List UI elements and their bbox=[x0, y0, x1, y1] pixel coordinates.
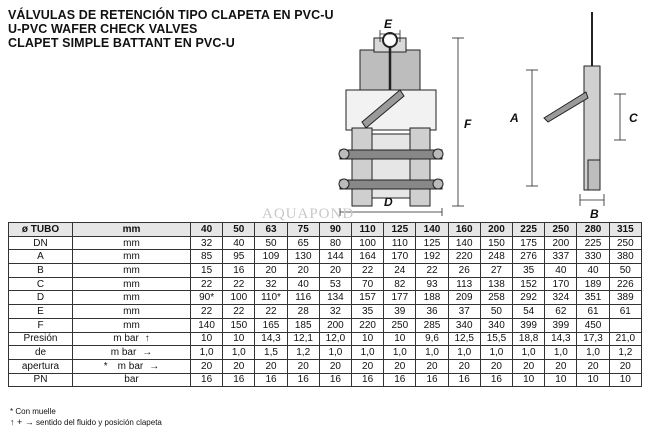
dimension-rows bbox=[9, 236, 642, 332]
table-cell: 10 bbox=[513, 373, 545, 387]
table-cell: 226 bbox=[609, 277, 641, 291]
table-cell: 170 bbox=[384, 250, 416, 264]
table-cell: 1,0 bbox=[384, 346, 416, 360]
table-cell: 15,5 bbox=[480, 332, 512, 346]
table-cell: 16 bbox=[384, 373, 416, 387]
table-cell: 152 bbox=[513, 277, 545, 291]
table-cell: 380 bbox=[609, 250, 641, 264]
table-cell: 1,2 bbox=[287, 346, 319, 360]
row-label: B bbox=[9, 264, 73, 278]
table-cell: 16 bbox=[287, 373, 319, 387]
row-label: A bbox=[9, 250, 73, 264]
row-label: D bbox=[9, 291, 73, 305]
row-unit: mm bbox=[73, 291, 191, 305]
table-cell: 10 bbox=[577, 373, 609, 387]
table-cell: 28 bbox=[287, 305, 319, 319]
row-label: C bbox=[9, 277, 73, 291]
watermark: AQUAPOND bbox=[262, 206, 355, 222]
header-size: 90 bbox=[319, 223, 351, 237]
table-cell: 200 bbox=[319, 318, 351, 332]
table-cell: 220 bbox=[448, 250, 480, 264]
dimension-c bbox=[614, 94, 626, 140]
row-label: DN bbox=[9, 236, 73, 250]
table-cell: 399 bbox=[545, 318, 577, 332]
table-cell: 20 bbox=[255, 359, 287, 373]
pressure-unit-text: m bar bbox=[117, 360, 144, 372]
table-cell: 164 bbox=[352, 250, 384, 264]
row-unit: mm bbox=[73, 250, 191, 264]
table-cell: 20 bbox=[255, 264, 287, 278]
pressure-label: Presión bbox=[9, 332, 73, 346]
row-unit: mm bbox=[73, 264, 191, 278]
table-cell: 40 bbox=[223, 236, 255, 250]
table-cell: 22 bbox=[416, 264, 448, 278]
table-cell: 192 bbox=[416, 250, 448, 264]
header-size: 250 bbox=[545, 223, 577, 237]
table-cell: 200 bbox=[545, 236, 577, 250]
table-cell: 20 bbox=[319, 359, 351, 373]
table-cell: 32 bbox=[319, 305, 351, 319]
table-cell: 258 bbox=[480, 291, 512, 305]
side-view-base bbox=[588, 160, 600, 190]
header-tube-label: ø TUBO bbox=[9, 223, 73, 237]
table-cell: 20 bbox=[287, 359, 319, 373]
table-cell: 340 bbox=[480, 318, 512, 332]
valve-nut-br bbox=[433, 179, 443, 189]
table-cell: 26 bbox=[448, 264, 480, 278]
table-cell: 1,0 bbox=[416, 346, 448, 360]
table-cell: 53 bbox=[319, 277, 351, 291]
table-row bbox=[9, 332, 642, 346]
table-cell: 20 bbox=[287, 264, 319, 278]
table-cell: 20 bbox=[609, 359, 641, 373]
table-cell: 50 bbox=[255, 236, 287, 250]
table-cell: 39 bbox=[384, 305, 416, 319]
row-label: PN bbox=[9, 373, 73, 387]
table-cell: 27 bbox=[480, 264, 512, 278]
table-cell: 285 bbox=[416, 318, 448, 332]
valve-bolt-top bbox=[340, 150, 442, 159]
table-cell: 20 bbox=[319, 264, 351, 278]
row-unit: mm bbox=[73, 305, 191, 319]
spring-asterisk: * bbox=[103, 360, 108, 372]
table-cell: 16 bbox=[191, 373, 223, 387]
table-cell: 125 bbox=[416, 236, 448, 250]
table-row bbox=[9, 291, 642, 305]
table-cell: 18,8 bbox=[513, 332, 545, 346]
valve-body-middle bbox=[346, 90, 436, 130]
table-cell: 20 bbox=[223, 359, 255, 373]
header-size: 315 bbox=[609, 223, 641, 237]
arrow-up-icon: ↑ bbox=[144, 333, 150, 345]
table-cell: 65 bbox=[287, 236, 319, 250]
table-cell: 10 bbox=[609, 373, 641, 387]
table-cell: 35 bbox=[513, 264, 545, 278]
footnote-flow bbox=[10, 417, 162, 428]
valve-hanger-eye bbox=[383, 33, 397, 47]
valve-side-view bbox=[544, 12, 600, 190]
header-size: 200 bbox=[480, 223, 512, 237]
table-cell: 16 bbox=[223, 373, 255, 387]
valve-technical-drawing bbox=[318, 10, 648, 225]
table-cell: 16 bbox=[352, 373, 384, 387]
title-english: U-PVC WAFER CHECK VALVES bbox=[8, 22, 198, 36]
table-cell: 22 bbox=[223, 305, 255, 319]
table-cell: 95 bbox=[223, 250, 255, 264]
table-cell: 22 bbox=[352, 264, 384, 278]
table-row bbox=[9, 359, 642, 373]
table-cell: 16 bbox=[448, 373, 480, 387]
table-cell: 15 bbox=[191, 264, 223, 278]
specifications-table bbox=[8, 222, 642, 387]
table-row bbox=[9, 250, 642, 264]
footnotes bbox=[10, 406, 162, 428]
table-cell: 85 bbox=[191, 250, 223, 264]
header-size: 50 bbox=[223, 223, 255, 237]
table-cell: 150 bbox=[223, 318, 255, 332]
table-cell: 20 bbox=[416, 359, 448, 373]
table-cell: 10 bbox=[191, 332, 223, 346]
table-cell: 1,2 bbox=[609, 346, 641, 360]
table-cell: 10 bbox=[352, 332, 384, 346]
table-row bbox=[9, 264, 642, 278]
pressure-unit bbox=[73, 359, 191, 373]
table-cell: 140 bbox=[191, 318, 223, 332]
table-cell: 188 bbox=[416, 291, 448, 305]
row-unit: mm bbox=[73, 277, 191, 291]
table-cell: 16 bbox=[480, 373, 512, 387]
table-cell: 16 bbox=[319, 373, 351, 387]
table-cell: 82 bbox=[384, 277, 416, 291]
valve-nut-tl bbox=[339, 149, 349, 159]
dimension-d bbox=[340, 208, 442, 216]
table-cell: 10 bbox=[384, 332, 416, 346]
valve-bolt-bottom bbox=[340, 180, 442, 189]
table-cell: 1,0 bbox=[319, 346, 351, 360]
pressure-unit bbox=[73, 332, 191, 346]
table-cell: 14,3 bbox=[255, 332, 287, 346]
table-cell: 1,0 bbox=[448, 346, 480, 360]
table-cell: 22 bbox=[223, 277, 255, 291]
document-titles bbox=[8, 8, 334, 50]
table-cell: 189 bbox=[577, 277, 609, 291]
table-cell: 62 bbox=[545, 305, 577, 319]
table-cell: 250 bbox=[609, 236, 641, 250]
table-cell: 340 bbox=[448, 318, 480, 332]
table-row bbox=[9, 305, 642, 319]
table-row bbox=[9, 346, 642, 360]
arrow-right-icon: → bbox=[142, 347, 153, 359]
table-cell: 399 bbox=[513, 318, 545, 332]
table-cell: 54 bbox=[513, 305, 545, 319]
table-row bbox=[9, 277, 642, 291]
dimension-b bbox=[580, 194, 604, 206]
table-cell: 1,0 bbox=[480, 346, 512, 360]
table-cell: 324 bbox=[545, 291, 577, 305]
table-cell: 35 bbox=[352, 305, 384, 319]
header-size: 160 bbox=[448, 223, 480, 237]
table-cell: 22 bbox=[191, 305, 223, 319]
header-size: 40 bbox=[191, 223, 223, 237]
valve-nut-bl bbox=[339, 179, 349, 189]
table-cell: 36 bbox=[416, 305, 448, 319]
pressure-label: apertura bbox=[9, 359, 73, 373]
table-cell: 177 bbox=[384, 291, 416, 305]
valve-drawing-svg bbox=[318, 10, 648, 225]
valve-nut-tr bbox=[433, 149, 443, 159]
table-cell: 22 bbox=[191, 277, 223, 291]
table-cell: 93 bbox=[416, 277, 448, 291]
table-row bbox=[9, 236, 642, 250]
table-cell: 16 bbox=[255, 373, 287, 387]
valve-front-view bbox=[339, 33, 443, 206]
table-cell: 109 bbox=[255, 250, 287, 264]
table-cell: 225 bbox=[577, 236, 609, 250]
table-cell: 9,6 bbox=[416, 332, 448, 346]
table-cell: 61 bbox=[609, 305, 641, 319]
table-cell: 40 bbox=[545, 264, 577, 278]
footnote-spring: * Con muelle bbox=[10, 407, 56, 416]
table-cell: 32 bbox=[255, 277, 287, 291]
table-cell: 1,0 bbox=[223, 346, 255, 360]
table-cell: 116 bbox=[287, 291, 319, 305]
table-cell: 209 bbox=[448, 291, 480, 305]
table-cell: 10 bbox=[223, 332, 255, 346]
table-cell: 100 bbox=[352, 236, 384, 250]
table-cell: 90* bbox=[191, 291, 223, 305]
pressure-unit-text: m bar bbox=[110, 347, 137, 359]
arrow-right-icon: → bbox=[149, 360, 160, 372]
pn-rows bbox=[9, 373, 642, 387]
table-cell: 140 bbox=[448, 236, 480, 250]
table-cell: 80 bbox=[319, 236, 351, 250]
table-cell: 20 bbox=[577, 359, 609, 373]
table-cell: 144 bbox=[319, 250, 351, 264]
table-cell: 1,5 bbox=[255, 346, 287, 360]
table-cell: 12,5 bbox=[448, 332, 480, 346]
table-cell: 248 bbox=[480, 250, 512, 264]
row-unit: mm bbox=[73, 318, 191, 332]
header-size: 75 bbox=[287, 223, 319, 237]
label-a: A bbox=[510, 111, 519, 125]
table-cell: 130 bbox=[287, 250, 319, 264]
header-size: 225 bbox=[513, 223, 545, 237]
table-cell: 1,0 bbox=[545, 346, 577, 360]
table-cell: 50 bbox=[480, 305, 512, 319]
title-french: CLAPET SIMPLE BATTANT EN PVC-U bbox=[8, 36, 235, 50]
table-cell: 1,0 bbox=[577, 346, 609, 360]
header-size: 110 bbox=[352, 223, 384, 237]
flow-arrows-icon: ↑ + → bbox=[10, 417, 34, 427]
pressure-label: de bbox=[9, 346, 73, 360]
pressure-unit bbox=[73, 346, 191, 360]
table-cell: 134 bbox=[319, 291, 351, 305]
table-cell: 70 bbox=[352, 277, 384, 291]
table-cell: 22 bbox=[255, 305, 287, 319]
table-cell: 10 bbox=[545, 373, 577, 387]
header-unit: mm bbox=[73, 223, 191, 237]
table-cell: 220 bbox=[352, 318, 384, 332]
label-c: C bbox=[629, 111, 638, 125]
table-cell: 50 bbox=[609, 264, 641, 278]
table-cell: 40 bbox=[577, 264, 609, 278]
table-cell: 20 bbox=[384, 359, 416, 373]
table-cell: 61 bbox=[577, 305, 609, 319]
table-cell: 20 bbox=[448, 359, 480, 373]
valve-lower-flange-right bbox=[410, 128, 430, 206]
table-cell: 20 bbox=[545, 359, 577, 373]
table-cell: 24 bbox=[384, 264, 416, 278]
table-cell: 14,3 bbox=[545, 332, 577, 346]
table-cell: 32 bbox=[191, 236, 223, 250]
table-row bbox=[9, 373, 642, 387]
table-cell: 337 bbox=[545, 250, 577, 264]
table-cell: 1,0 bbox=[191, 346, 223, 360]
table-cell: 138 bbox=[480, 277, 512, 291]
header-size: 280 bbox=[577, 223, 609, 237]
table-cell: 37 bbox=[448, 305, 480, 319]
row-label: E bbox=[9, 305, 73, 319]
table-cell: 330 bbox=[577, 250, 609, 264]
table-cell: 17,3 bbox=[577, 332, 609, 346]
table-cell: 20 bbox=[191, 359, 223, 373]
label-d: D bbox=[384, 195, 393, 209]
table-cell: 20 bbox=[480, 359, 512, 373]
header-size: 140 bbox=[416, 223, 448, 237]
table-cell: 16 bbox=[223, 264, 255, 278]
header-size: 63 bbox=[255, 223, 287, 237]
table-cell: 110 bbox=[384, 236, 416, 250]
table-cell: 20 bbox=[352, 359, 384, 373]
row-unit: bar bbox=[73, 373, 191, 387]
table-cell: 110* bbox=[255, 291, 287, 305]
table-cell: 21,0 bbox=[609, 332, 641, 346]
pressure-unit-text: m bar bbox=[113, 333, 139, 345]
dimension-f bbox=[452, 38, 464, 206]
table-cell: 170 bbox=[545, 277, 577, 291]
table-header-row bbox=[9, 223, 642, 237]
table-cell: 12,0 bbox=[319, 332, 351, 346]
table-cell bbox=[609, 318, 641, 332]
table-cell: 1,0 bbox=[513, 346, 545, 360]
table-cell: 150 bbox=[480, 236, 512, 250]
label-f: F bbox=[464, 117, 472, 131]
table-cell: 100 bbox=[223, 291, 255, 305]
table-cell: 389 bbox=[609, 291, 641, 305]
footnote-flow-text: sentido del fluido y posición clapeta bbox=[36, 418, 162, 427]
dimension-a bbox=[526, 70, 538, 186]
table-cell: 165 bbox=[255, 318, 287, 332]
row-unit: mm bbox=[73, 236, 191, 250]
table-row bbox=[9, 318, 642, 332]
table-cell: 1,0 bbox=[352, 346, 384, 360]
label-e: E bbox=[384, 17, 393, 31]
table-cell: 12,1 bbox=[287, 332, 319, 346]
row-label: F bbox=[9, 318, 73, 332]
table-cell: 16 bbox=[416, 373, 448, 387]
table-cell: 157 bbox=[352, 291, 384, 305]
header-size: 125 bbox=[384, 223, 416, 237]
pressure-rows bbox=[9, 332, 642, 373]
label-b: B bbox=[590, 207, 599, 221]
table-cell: 250 bbox=[384, 318, 416, 332]
side-view-flap bbox=[544, 92, 588, 122]
table-cell: 351 bbox=[577, 291, 609, 305]
valve-lower-flange-left bbox=[352, 128, 372, 206]
title-spanish: VÁLVULAS DE RETENCIÓN TIPO CLAPETA EN PVC-U bbox=[8, 8, 334, 22]
table-cell: 185 bbox=[287, 318, 319, 332]
table-cell: 276 bbox=[513, 250, 545, 264]
table-cell: 40 bbox=[287, 277, 319, 291]
table-cell: 450 bbox=[577, 318, 609, 332]
table-cell: 20 bbox=[513, 359, 545, 373]
table-cell: 292 bbox=[513, 291, 545, 305]
table-cell: 113 bbox=[448, 277, 480, 291]
table-cell: 175 bbox=[513, 236, 545, 250]
